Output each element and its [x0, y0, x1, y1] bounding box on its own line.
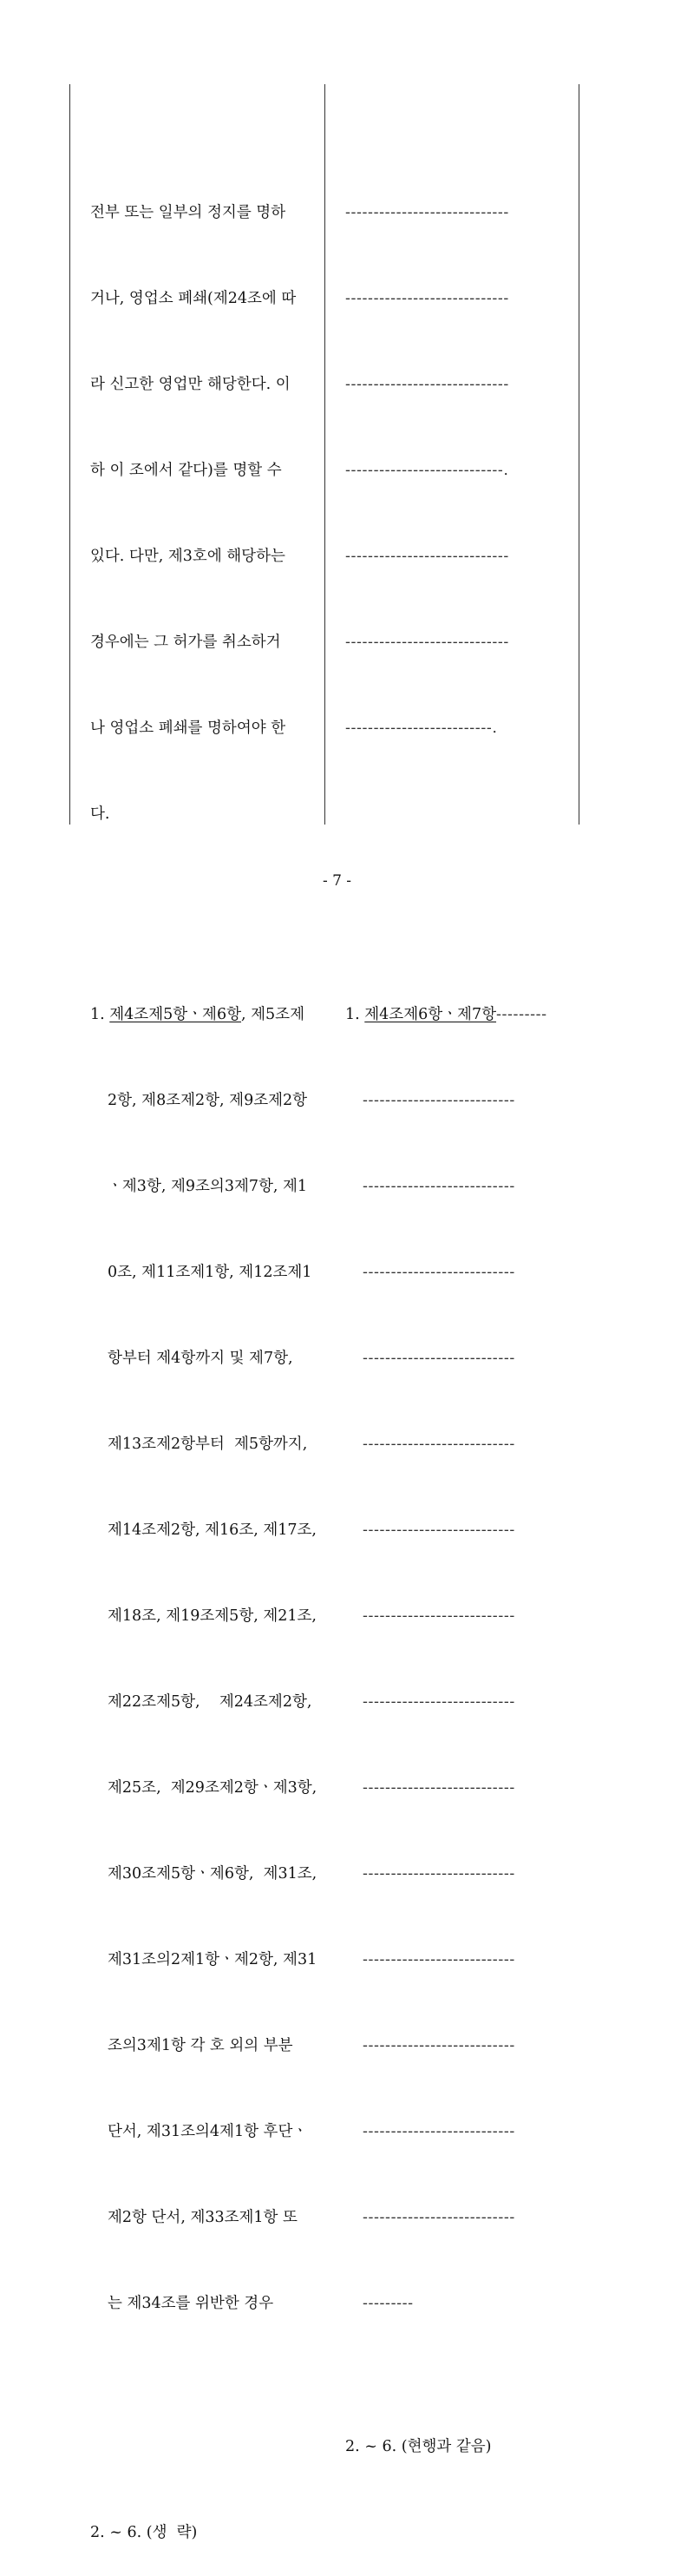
- item-number: 1.: [90, 1006, 110, 1023]
- dash-line: -----------------------------: [345, 634, 509, 651]
- text-line: 거나, 영업소 폐쇄(제24조에 따: [90, 290, 297, 307]
- left-item-1: [90, 943, 319, 2461]
- right-column: [345, 84, 573, 2490]
- amended-text-underlined: 제4조제6항ㆍ제7항: [364, 1006, 497, 1023]
- item-first-line: [345, 1001, 573, 1029]
- item-first-line: [90, 1001, 319, 1029]
- left-paragraph: [90, 141, 319, 886]
- dash-run: ---------: [496, 1006, 547, 1023]
- right-item-2: 2. ~ 6. (현행과 같음): [345, 2438, 492, 2455]
- text-line: 제2항 단서, 제33조제1항 또: [108, 2209, 298, 2226]
- dash-line: ---------------------------: [363, 1092, 515, 1109]
- dash-line: ---------------------------: [363, 1779, 515, 1797]
- text-line: 제25조, 제29조제2항ㆍ제3항,: [108, 1779, 317, 1797]
- dash-line: ----------------------------.: [345, 462, 509, 479]
- page-number: - 7 -: [322, 872, 352, 890]
- dash-line: ---------------------------: [363, 2209, 515, 2226]
- right-paragraph: [345, 141, 573, 886]
- text-line: 2항, 제8조제2항, 제9조제2항: [108, 1092, 308, 1109]
- text-line: 하 이 조에서 같다)를 명할 수: [90, 462, 282, 479]
- dash-line: ---------------------------: [363, 1178, 515, 1195]
- left-border-line: [69, 84, 70, 825]
- text-line: 제22조제5항, 제24조제2항,: [108, 1693, 312, 1711]
- text-line: 제18조, 제19조제5항, 제21조,: [108, 1607, 317, 1625]
- text-line: 다.: [90, 805, 110, 823]
- item-text: , 제5조제: [241, 1006, 304, 1023]
- text-line: 0조, 제11조제1항, 제12조제1: [108, 1264, 312, 1281]
- text-line: 조의3제1항 각 호 외의 부분: [108, 2037, 293, 2054]
- dash-line: -----------------------------: [345, 204, 509, 221]
- dash-line: -----------------------------: [345, 548, 509, 565]
- dash-line: ---------------------------: [363, 2123, 515, 2140]
- item-number: 1.: [345, 1006, 365, 1023]
- center-divider-line: [324, 84, 325, 825]
- text-line: ㆍ제3항, 제9조의3제7항, 제1: [108, 1178, 308, 1195]
- text-line: 제30조제5항ㆍ제6항, 제31조,: [108, 1865, 317, 1883]
- dash-line: ---------------------------: [363, 1865, 515, 1883]
- dash-line: ---------------------------: [363, 2037, 515, 2054]
- dash-line: ---------------------------: [363, 1521, 515, 1539]
- dash-line: ---------------------------: [363, 1350, 515, 1367]
- text-line: 라 신고한 영업만 해당한다. 이: [90, 376, 291, 393]
- text-line: 는 제34조를 위반한 경우: [108, 2295, 274, 2312]
- dash-line: ---------------------------: [363, 1693, 515, 1711]
- text-line: 단서, 제31조의4제1항 후단ㆍ: [108, 2123, 308, 2140]
- text-line: 제31조의2제1항ㆍ제2항, 제31: [108, 1951, 317, 1968]
- text-line: 있다. 다만, 제3호에 해당하는: [90, 548, 285, 565]
- dash-line: -----------------------------: [345, 376, 509, 393]
- dash-line: ---------------------------: [363, 1264, 515, 1281]
- right-item-1: [345, 943, 573, 2376]
- text-line: 나 영업소 폐쇄를 명하여야 한: [90, 720, 286, 737]
- text-line: 전부 또는 일부의 정지를 명하: [90, 204, 286, 221]
- text-line: 항부터 제4항까지 및 제7항,: [108, 1350, 293, 1367]
- text-line: 경우에는 그 허가를 취소하거: [90, 634, 281, 651]
- text-line: 제13조제2항부터 제5항까지,: [108, 1436, 308, 1453]
- left-column: [90, 84, 319, 2576]
- blank-line: [90, 2376, 319, 2404]
- text-line: 제14조제2항, 제16조, 제17조,: [108, 1521, 317, 1539]
- blank-line: [345, 800, 573, 829]
- dash-line: ---------------------------: [363, 1951, 515, 1968]
- dash-line: -----------------------------: [345, 290, 509, 307]
- dash-line: --------------------------.: [345, 720, 498, 737]
- amended-text-underlined: 제4조제5항ㆍ제6항: [109, 1006, 242, 1023]
- dash-line: ---------------------------: [363, 1607, 515, 1625]
- dash-line: ---------------------------: [363, 1436, 515, 1453]
- left-item-2: 2. ~ 6. (생 략): [90, 2524, 198, 2541]
- dash-line: ---------: [363, 2295, 414, 2312]
